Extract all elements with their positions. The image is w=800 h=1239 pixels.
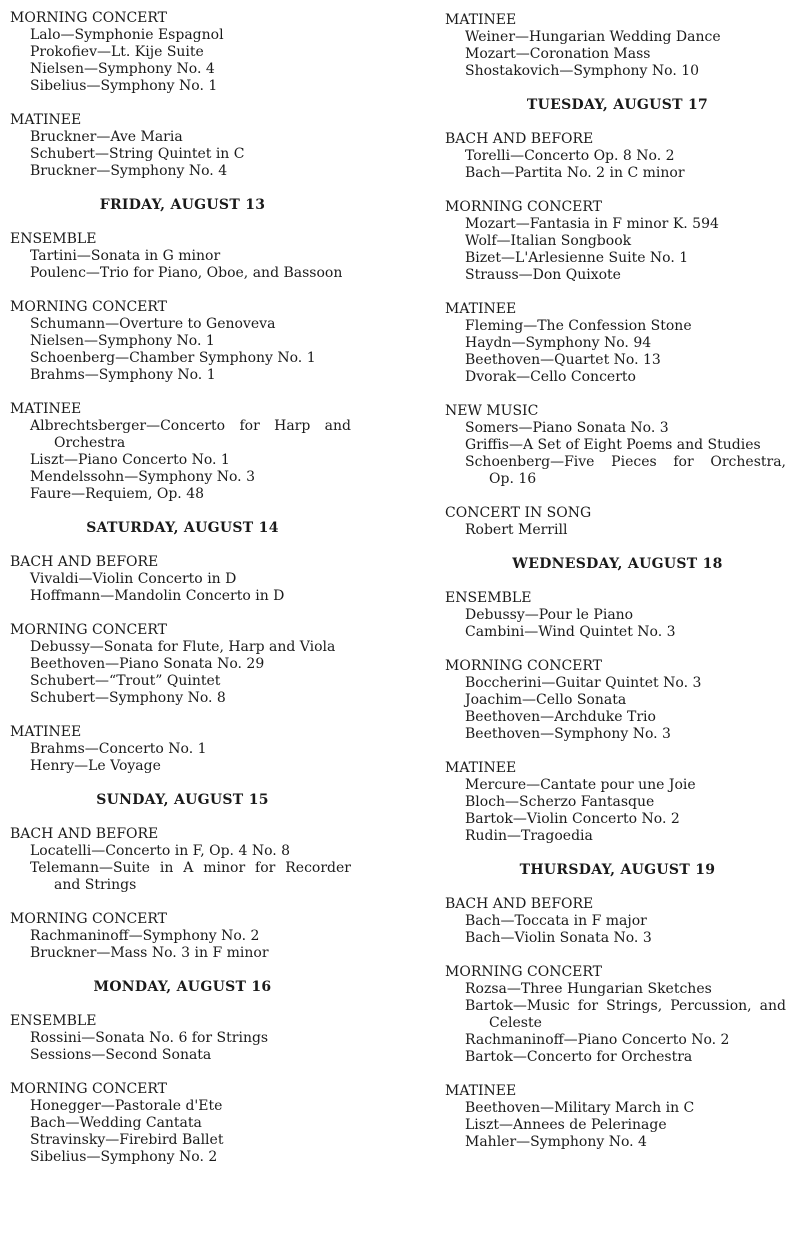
program-item-line: Debussy—Pour le Piano xyxy=(465,607,634,623)
program-item-continuation: Celeste xyxy=(489,1015,542,1031)
program-item-line: Beethoven—Military March in C xyxy=(465,1100,695,1116)
program-item-line: Beethoven—Quartet No. 13 xyxy=(465,352,661,368)
program-item xyxy=(30,265,351,282)
program-item-line: Schubert—Symphony No. 8 xyxy=(30,690,226,706)
program-item-line: Liszt—Piano Concerto No. 1 xyxy=(30,452,230,468)
program-item-line: Robert Merrill xyxy=(465,522,568,538)
program-item xyxy=(30,1047,351,1064)
program-item-line: Bruckner—Symphony No. 4 xyxy=(30,163,228,179)
program-item-line: Mendelssohn—Symphony No. 3 xyxy=(30,469,255,485)
program-item-line: Mozart—Fantasia in F minor K. 594 xyxy=(465,216,719,232)
event-title-matinee: MATINEE xyxy=(10,401,82,417)
program-item xyxy=(465,335,786,352)
program-item-line: Beethoven—Archduke Trio xyxy=(465,709,656,725)
program-item-continuation: and Strings xyxy=(54,877,137,893)
program-item-line: Tartini—Sonata in G minor xyxy=(30,248,221,264)
program-item-line: Stravinsky—Firebird Ballet xyxy=(30,1132,224,1148)
program-item xyxy=(465,267,786,284)
program-item xyxy=(465,522,786,539)
program-item-line: Locatelli—Concerto in F, Op. 4 No. 8 xyxy=(30,843,291,859)
program-item-line: Somers—Piano Sonata No. 3 xyxy=(465,420,669,436)
program-item xyxy=(465,930,786,947)
program-item-line: Bruckner—Ave Maria xyxy=(30,129,183,145)
program-item-line: Bach—Partita No. 2 in C minor xyxy=(465,165,685,181)
program-item-continuation: Op. 16 xyxy=(489,471,537,487)
event-title-bach-and-before: BACH AND BEFORE xyxy=(445,896,594,912)
program-item xyxy=(465,624,786,641)
program-item-line: Schubert—String Quintet in C xyxy=(30,146,245,162)
program-item-line: Lalo—Symphonie Espagnol xyxy=(30,27,224,43)
program-item-line: Mahler—Symphony No. 4 xyxy=(465,1134,647,1150)
program-item-line: Joachim—Cello Sonata xyxy=(465,692,627,708)
event-title-morning-concert: MORNING CONCERT xyxy=(10,299,168,315)
program-item xyxy=(465,726,786,743)
program-item xyxy=(30,1149,351,1166)
program-item xyxy=(465,437,786,454)
day-heading-friday-august-13: FRIDAY, AUGUST 13 xyxy=(99,197,266,213)
program-item xyxy=(465,794,786,811)
program-item xyxy=(30,333,351,350)
program-item xyxy=(30,469,351,486)
program-item xyxy=(465,1117,786,1134)
program-item-line: Brahms—Concerto No. 1 xyxy=(30,741,207,757)
day-heading-thursday-august-19: THURSDAY, AUGUST 19 xyxy=(519,862,716,878)
program-item xyxy=(30,367,351,384)
program-item xyxy=(30,928,351,945)
program-item-line: Sibelius—Symphony No. 1 xyxy=(30,78,218,94)
program-item-line: Rachmaninoff—Symphony No. 2 xyxy=(30,928,260,944)
program-item-line: Bizet—L'Arlesienne Suite No. 1 xyxy=(465,250,689,266)
program-item xyxy=(30,452,351,469)
program-item xyxy=(30,690,351,707)
program-item-line: Beethoven—Piano Sonata No. 29 xyxy=(30,656,265,672)
program-item-line: Bach—Wedding Cantata xyxy=(30,1115,202,1131)
program-item xyxy=(465,913,786,930)
event-title-new-music: NEW MUSIC xyxy=(445,403,539,419)
day-heading-wednesday-august-18: WEDNESDAY, AUGUST 18 xyxy=(512,556,723,572)
day-heading-saturday-august-14: SATURDAY, AUGUST 14 xyxy=(86,520,279,536)
event-title-morning-concert: MORNING CONCERT xyxy=(445,658,603,674)
event-title-matinee: MATINEE xyxy=(10,724,82,740)
program-item xyxy=(465,1134,786,1151)
program-item-line: Hoffmann—Mandolin Concerto in D xyxy=(30,588,285,604)
event-title-morning-concert: MORNING CONCERT xyxy=(10,911,168,927)
program-item-line: Bach—Toccata in F major xyxy=(465,913,647,929)
event-title-matinee: MATINEE xyxy=(445,760,517,776)
program-item xyxy=(30,945,351,962)
program-item xyxy=(30,1115,351,1132)
program-item-line: Vivaldi—Violin Concerto in D xyxy=(30,571,237,587)
program-item xyxy=(30,860,351,894)
program-item-line: Rudin—Tragoedia xyxy=(465,828,593,844)
program-item xyxy=(30,316,351,333)
program-item-line: Schoenberg—Five Pieces for Orchestra, xyxy=(465,454,786,470)
program-item-line: Fleming—The Confession Stone xyxy=(465,318,692,334)
program-item xyxy=(465,692,786,709)
program-item-line: Poulenc—Trio for Piano, Oboe, and Bassoon xyxy=(30,265,343,281)
program-item-line: Dvorak—Cello Concerto xyxy=(465,369,636,385)
event-title-morning-concert: MORNING CONCERT xyxy=(10,10,168,26)
program-item xyxy=(30,741,351,758)
event-title-bach-and-before: BACH AND BEFORE xyxy=(10,554,159,570)
program-item-line: Prokofiev—Lt. Kije Suite xyxy=(30,44,204,60)
program-item xyxy=(30,571,351,588)
event-title-matinee: MATINEE xyxy=(445,301,517,317)
program-item xyxy=(465,250,786,267)
program-item xyxy=(465,607,786,624)
program-item-line: Strauss—Don Quixote xyxy=(465,267,621,283)
event-title-matinee: MATINEE xyxy=(445,1083,517,1099)
program-item xyxy=(30,350,351,367)
program-item xyxy=(465,777,786,794)
program-item-line: Rossini—Sonata No. 6 for Strings xyxy=(30,1030,269,1046)
event-title-matinee: MATINEE xyxy=(10,112,82,128)
program-item xyxy=(465,165,786,182)
program-item-line: Weiner—Hungarian Wedding Dance xyxy=(465,29,721,45)
program-item-line: Cambini—Wind Quintet No. 3 xyxy=(465,624,676,640)
program-item-line: Boccherini—Guitar Quintet No. 3 xyxy=(465,675,702,691)
program-item-line: Shostakovich—Symphony No. 10 xyxy=(465,63,700,79)
program-item-line: Mercure—Cantate pour une Joie xyxy=(465,777,696,793)
program-item xyxy=(30,146,351,163)
program-item xyxy=(465,828,786,845)
program-item xyxy=(30,1132,351,1149)
program-item-line: Griffis—A Set of Eight Poems and Studies xyxy=(465,437,761,453)
program-item xyxy=(465,29,786,46)
program-item-line: Debussy—Sonata for Flute, Harp and Viola xyxy=(30,639,336,655)
program-item-line: Bartok—Music for Strings, Percussion, and xyxy=(465,998,786,1014)
program-item-line: Telemann—Suite in A minor for Recorder xyxy=(30,860,351,876)
program-item-line: Rozsa—Three Hungarian Sketches xyxy=(465,981,712,997)
program-item-line: Bloch—Scherzo Fantasque xyxy=(465,794,655,810)
program-item-line: Henry—Le Voyage xyxy=(30,758,161,774)
program-item xyxy=(465,1100,786,1117)
event-title-bach-and-before: BACH AND BEFORE xyxy=(445,131,594,147)
program-item xyxy=(465,148,786,165)
program-item xyxy=(30,418,351,452)
program-item xyxy=(465,63,786,80)
program-item-line: Mozart—Coronation Mass xyxy=(465,46,651,62)
program-item-line: Brahms—Symphony No. 1 xyxy=(30,367,216,383)
program-item-line: Schoenberg—Chamber Symphony No. 1 xyxy=(30,350,316,366)
program-item xyxy=(465,1049,786,1066)
program-item xyxy=(30,163,351,180)
program-item-line: Bartok—Concerto for Orchestra xyxy=(465,1049,693,1065)
program-item xyxy=(30,61,351,78)
program-item-line: Nielsen—Symphony No. 4 xyxy=(30,61,215,77)
program-item-line: Liszt—Annees de Pelerinage xyxy=(465,1117,667,1133)
program-item xyxy=(465,675,786,692)
event-title-morning-concert: MORNING CONCERT xyxy=(10,1081,168,1097)
program-item xyxy=(30,1030,351,1047)
program-item xyxy=(465,233,786,250)
program-item-line: Schumann—Overture to Genoveva xyxy=(30,316,276,332)
program-item-line: Sibelius—Symphony No. 2 xyxy=(30,1149,218,1165)
event-title-bach-and-before: BACH AND BEFORE xyxy=(10,826,159,842)
program-item xyxy=(30,656,351,673)
program-item xyxy=(30,639,351,656)
program-item xyxy=(465,216,786,233)
program-item xyxy=(465,369,786,386)
program-item-continuation: Orchestra xyxy=(54,435,126,451)
event-title-morning-concert: MORNING CONCERT xyxy=(10,622,168,638)
program-item xyxy=(465,352,786,369)
program-item-line: Haydn—Symphony No. 94 xyxy=(465,335,652,351)
program-item-line: Sessions—Second Sonata xyxy=(30,1047,212,1063)
program-item xyxy=(465,46,786,63)
program-item-line: Bartok—Violin Concerto No. 2 xyxy=(465,811,680,827)
program-item xyxy=(30,27,351,44)
program-item xyxy=(30,843,351,860)
program-item xyxy=(30,588,351,605)
program-item xyxy=(465,981,786,998)
program-item xyxy=(465,420,786,437)
event-title-morning-concert: MORNING CONCERT xyxy=(445,199,603,215)
program-item xyxy=(465,998,786,1032)
program-item xyxy=(465,811,786,828)
event-title-morning-concert: MORNING CONCERT xyxy=(445,964,603,980)
program-item xyxy=(30,758,351,775)
day-heading-tuesday-august-17: TUESDAY, AUGUST 17 xyxy=(526,97,709,113)
program-item-line: Torelli—Concerto Op. 8 No. 2 xyxy=(465,148,675,164)
program-item-line: Bach—Violin Sonata No. 3 xyxy=(465,930,652,946)
event-title-concert-in-song: CONCERT IN SONG xyxy=(445,505,592,521)
day-heading-monday-august-16: MONDAY, AUGUST 16 xyxy=(93,979,272,995)
program-item-line: Rachmaninoff—Piano Concerto No. 2 xyxy=(465,1032,730,1048)
program-item xyxy=(465,709,786,726)
program-item-line: Beethoven—Symphony No. 3 xyxy=(465,726,671,742)
program-item xyxy=(30,248,351,265)
program-item xyxy=(30,44,351,61)
program-item xyxy=(465,318,786,335)
event-title-ensemble: ENSEMBLE xyxy=(10,1013,97,1029)
program-item xyxy=(30,486,351,503)
program-item xyxy=(30,78,351,95)
program-item-line: Schubert—“Trout” Quintet xyxy=(30,673,221,689)
program-item xyxy=(465,454,786,488)
day-heading-sunday-august-15: SUNDAY, AUGUST 15 xyxy=(96,792,269,808)
program-item xyxy=(30,129,351,146)
program-item xyxy=(30,1098,351,1115)
program-item-line: Wolf—Italian Songbook xyxy=(465,233,632,249)
program-item-line: Bruckner—Mass No. 3 in F minor xyxy=(30,945,269,961)
program-item xyxy=(30,673,351,690)
program-item-line: Nielsen—Symphony No. 1 xyxy=(30,333,215,349)
program-item-line: Faure—Requiem, Op. 48 xyxy=(30,486,205,502)
event-title-ensemble: ENSEMBLE xyxy=(445,590,532,606)
event-title-ensemble: ENSEMBLE xyxy=(10,231,97,247)
program-item-line: Albrechtsberger—Concerto for Harp and xyxy=(30,418,351,434)
program-item-line: Honegger—Pastorale d'Ete xyxy=(30,1098,223,1114)
program-item xyxy=(465,1032,786,1049)
event-title-matinee: MATINEE xyxy=(445,12,517,28)
